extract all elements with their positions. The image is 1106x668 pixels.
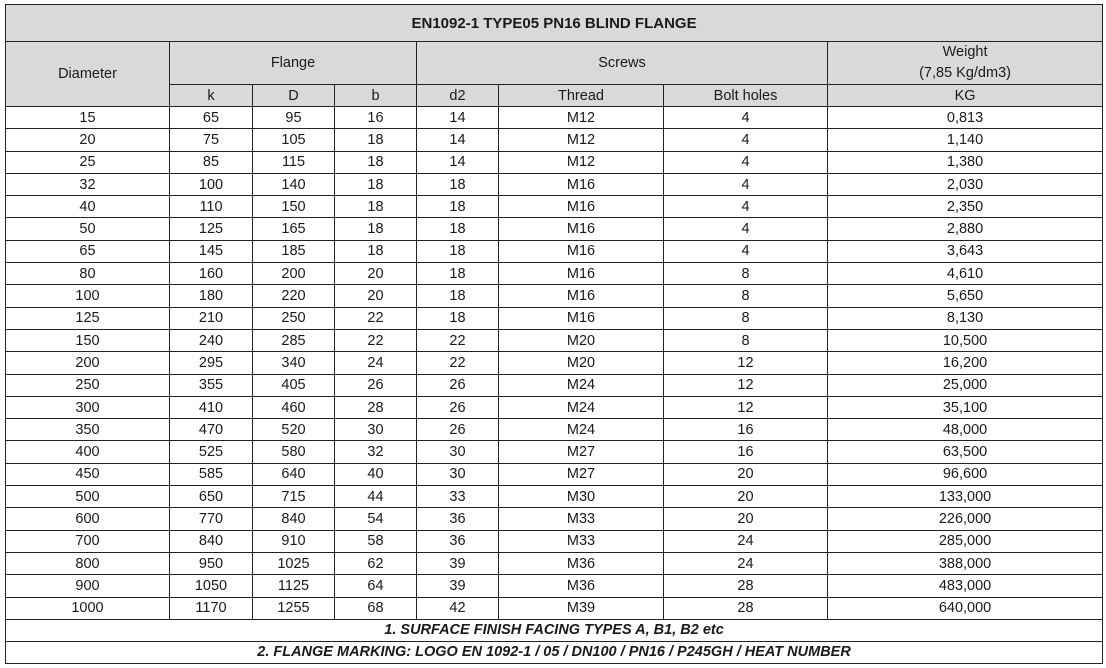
cell-D: 140	[253, 173, 335, 195]
cell-thread: M16	[499, 285, 664, 307]
cell-b: 64	[335, 575, 417, 597]
cell-bolt-holes: 24	[664, 530, 828, 552]
note-row-2	[6, 641, 1103, 663]
cell-D: 220	[253, 285, 335, 307]
cell-d2: 18	[417, 285, 499, 307]
cell-kg: 133,000	[828, 486, 1103, 508]
cell-diameter: 32	[6, 173, 170, 195]
cell-b: 54	[335, 508, 417, 530]
cell-k: 950	[170, 552, 253, 574]
cell-D: 340	[253, 352, 335, 374]
table-row	[6, 263, 1103, 285]
cell-k: 585	[170, 463, 253, 485]
cell-k: 470	[170, 419, 253, 441]
cell-d2: 26	[417, 396, 499, 418]
cell-k: 770	[170, 508, 253, 530]
cell-thread: M27	[499, 441, 664, 463]
cell-d2: 36	[417, 530, 499, 552]
cell-kg: 16,200	[828, 352, 1103, 374]
cell-b: 44	[335, 486, 417, 508]
cell-b: 20	[335, 263, 417, 285]
cell-D: 150	[253, 196, 335, 218]
cell-thread: M16	[499, 196, 664, 218]
cell-thread: M36	[499, 575, 664, 597]
cell-D: 840	[253, 508, 335, 530]
table-row	[6, 552, 1103, 574]
cell-diameter: 400	[6, 441, 170, 463]
cell-thread: M24	[499, 396, 664, 418]
cell-k: 180	[170, 285, 253, 307]
cell-thread: M27	[499, 463, 664, 485]
cell-d2: 22	[417, 352, 499, 374]
cell-d2: 18	[417, 263, 499, 285]
cell-thread: M16	[499, 240, 664, 262]
cell-thread: M39	[499, 597, 664, 619]
header-k: k	[170, 85, 253, 107]
cell-D: 95	[253, 107, 335, 129]
cell-thread: M12	[499, 151, 664, 173]
cell-thread: M33	[499, 508, 664, 530]
cell-d2: 14	[417, 151, 499, 173]
cell-diameter: 50	[6, 218, 170, 240]
cell-D: 165	[253, 218, 335, 240]
cell-kg: 5,650	[828, 285, 1103, 307]
cell-diameter: 65	[6, 240, 170, 262]
cell-thread: M16	[499, 263, 664, 285]
cell-k: 210	[170, 307, 253, 329]
cell-b: 18	[335, 196, 417, 218]
cell-k: 85	[170, 151, 253, 173]
sub-header-row	[6, 85, 1103, 107]
cell-bolt-holes: 8	[664, 307, 828, 329]
table-row	[6, 240, 1103, 262]
cell-k: 295	[170, 352, 253, 374]
cell-bolt-holes: 8	[664, 263, 828, 285]
cell-thread: M24	[499, 419, 664, 441]
cell-D: 1025	[253, 552, 335, 574]
cell-kg: 226,000	[828, 508, 1103, 530]
table-title: EN1092-1 TYPE05 PN16 BLIND FLANGE	[6, 5, 1103, 42]
table-row	[6, 352, 1103, 374]
cell-bolt-holes: 12	[664, 396, 828, 418]
cell-kg: 8,130	[828, 307, 1103, 329]
table-body	[6, 107, 1103, 620]
cell-kg: 1,140	[828, 129, 1103, 151]
cell-diameter: 15	[6, 107, 170, 129]
cell-thread: M20	[499, 352, 664, 374]
cell-D: 1255	[253, 597, 335, 619]
flange-spec-table	[5, 4, 1103, 664]
cell-b: 26	[335, 374, 417, 396]
cell-diameter: 700	[6, 530, 170, 552]
cell-kg: 285,000	[828, 530, 1103, 552]
cell-diameter: 300	[6, 396, 170, 418]
header-d2: d2	[417, 85, 499, 107]
cell-diameter: 25	[6, 151, 170, 173]
cell-D: 460	[253, 396, 335, 418]
cell-thread: M30	[499, 486, 664, 508]
header-weight	[828, 42, 1103, 85]
cell-k: 160	[170, 263, 253, 285]
cell-diameter: 900	[6, 575, 170, 597]
cell-bolt-holes: 4	[664, 129, 828, 151]
cell-D: 105	[253, 129, 335, 151]
cell-kg: 0,813	[828, 107, 1103, 129]
cell-k: 100	[170, 173, 253, 195]
cell-k: 65	[170, 107, 253, 129]
cell-d2: 30	[417, 441, 499, 463]
cell-diameter: 200	[6, 352, 170, 374]
cell-kg: 3,643	[828, 240, 1103, 262]
cell-b: 40	[335, 463, 417, 485]
cell-diameter: 350	[6, 419, 170, 441]
table-row	[6, 307, 1103, 329]
cell-diameter: 80	[6, 263, 170, 285]
header-diameter: Diameter	[6, 42, 170, 107]
cell-d2: 42	[417, 597, 499, 619]
cell-D: 285	[253, 329, 335, 351]
table-row	[6, 486, 1103, 508]
cell-thread: M16	[499, 218, 664, 240]
cell-bolt-holes: 28	[664, 597, 828, 619]
cell-bolt-holes: 4	[664, 151, 828, 173]
cell-b: 58	[335, 530, 417, 552]
cell-bolt-holes: 4	[664, 240, 828, 262]
cell-d2: 18	[417, 173, 499, 195]
cell-d2: 18	[417, 240, 499, 262]
cell-d2: 26	[417, 374, 499, 396]
table-row	[6, 218, 1103, 240]
cell-b: 22	[335, 307, 417, 329]
cell-diameter: 800	[6, 552, 170, 574]
cell-b: 28	[335, 396, 417, 418]
cell-thread: M16	[499, 173, 664, 195]
table-row	[6, 285, 1103, 307]
cell-kg: 2,350	[828, 196, 1103, 218]
cell-k: 650	[170, 486, 253, 508]
cell-diameter: 40	[6, 196, 170, 218]
cell-d2: 33	[417, 486, 499, 508]
cell-bolt-holes: 20	[664, 463, 828, 485]
cell-bolt-holes: 4	[664, 218, 828, 240]
group-header-row	[6, 42, 1103, 85]
table-title-row	[6, 5, 1103, 42]
cell-d2: 14	[417, 129, 499, 151]
table-row	[6, 173, 1103, 195]
cell-k: 110	[170, 196, 253, 218]
cell-diameter: 100	[6, 285, 170, 307]
header-flange: Flange	[170, 42, 417, 85]
header-thread: Thread	[499, 85, 664, 107]
cell-bolt-holes: 24	[664, 552, 828, 574]
cell-thread: M24	[499, 374, 664, 396]
cell-d2: 18	[417, 218, 499, 240]
cell-b: 22	[335, 329, 417, 351]
cell-bolt-holes: 4	[664, 173, 828, 195]
table-row	[6, 463, 1103, 485]
cell-k: 240	[170, 329, 253, 351]
note-row-1	[6, 619, 1103, 641]
cell-k: 145	[170, 240, 253, 262]
cell-kg: 25,000	[828, 374, 1103, 396]
table-row	[6, 396, 1103, 418]
table-row	[6, 196, 1103, 218]
cell-b: 30	[335, 419, 417, 441]
cell-b: 62	[335, 552, 417, 574]
cell-bolt-holes: 20	[664, 508, 828, 530]
cell-diameter: 450	[6, 463, 170, 485]
header-b: b	[335, 85, 417, 107]
cell-b: 24	[335, 352, 417, 374]
cell-diameter: 1000	[6, 597, 170, 619]
cell-thread: M12	[499, 129, 664, 151]
header-kg: KG	[828, 85, 1103, 107]
table-row	[6, 419, 1103, 441]
cell-D: 250	[253, 307, 335, 329]
cell-bolt-holes: 8	[664, 329, 828, 351]
cell-kg: 483,000	[828, 575, 1103, 597]
cell-k: 1050	[170, 575, 253, 597]
cell-d2: 39	[417, 552, 499, 574]
cell-b: 18	[335, 151, 417, 173]
cell-k: 355	[170, 374, 253, 396]
table-row	[6, 107, 1103, 129]
cell-thread: M16	[499, 307, 664, 329]
cell-kg: 10,500	[828, 329, 1103, 351]
cell-diameter: 250	[6, 374, 170, 396]
cell-kg: 35,100	[828, 396, 1103, 418]
table-row	[6, 129, 1103, 151]
cell-kg: 640,000	[828, 597, 1103, 619]
cell-bolt-holes: 4	[664, 196, 828, 218]
cell-bolt-holes: 12	[664, 374, 828, 396]
cell-k: 410	[170, 396, 253, 418]
cell-b: 18	[335, 240, 417, 262]
cell-bolt-holes: 20	[664, 486, 828, 508]
cell-thread: M36	[499, 552, 664, 574]
cell-kg: 388,000	[828, 552, 1103, 574]
cell-kg: 2,030	[828, 173, 1103, 195]
cell-thread: M12	[499, 107, 664, 129]
cell-d2: 18	[417, 196, 499, 218]
cell-d2: 14	[417, 107, 499, 129]
cell-diameter: 150	[6, 329, 170, 351]
cell-k: 1170	[170, 597, 253, 619]
table-row	[6, 508, 1103, 530]
cell-bolt-holes: 4	[664, 107, 828, 129]
cell-b: 32	[335, 441, 417, 463]
cell-k: 75	[170, 129, 253, 151]
cell-diameter: 600	[6, 508, 170, 530]
cell-b: 18	[335, 173, 417, 195]
cell-kg: 4,610	[828, 263, 1103, 285]
table-row	[6, 575, 1103, 597]
table-row	[6, 151, 1103, 173]
cell-kg: 63,500	[828, 441, 1103, 463]
cell-D: 1125	[253, 575, 335, 597]
cell-b: 68	[335, 597, 417, 619]
cell-b: 20	[335, 285, 417, 307]
cell-d2: 36	[417, 508, 499, 530]
cell-d2: 30	[417, 463, 499, 485]
cell-D: 405	[253, 374, 335, 396]
header-D: D	[253, 85, 335, 107]
header-weight-density: (7,85 Kg/dm3)	[919, 65, 1011, 81]
cell-b: 16	[335, 107, 417, 129]
cell-D: 200	[253, 263, 335, 285]
cell-d2: 39	[417, 575, 499, 597]
cell-D: 715	[253, 486, 335, 508]
cell-thread: M33	[499, 530, 664, 552]
table-row	[6, 441, 1103, 463]
header-screws: Screws	[417, 42, 828, 85]
header-bolt-holes: Bolt holes	[664, 85, 828, 107]
cell-kg: 96,600	[828, 463, 1103, 485]
table-row	[6, 374, 1103, 396]
cell-b: 18	[335, 129, 417, 151]
note-flange-marking: 2. FLANGE MARKING: LOGO EN 1092-1 / 05 / DN100 / PN16 / P245GH / HEAT NUMBER	[6, 641, 1103, 663]
cell-d2: 22	[417, 329, 499, 351]
cell-D: 115	[253, 151, 335, 173]
cell-kg: 1,380	[828, 151, 1103, 173]
cell-diameter: 125	[6, 307, 170, 329]
table-row	[6, 329, 1103, 351]
cell-D: 910	[253, 530, 335, 552]
cell-D: 640	[253, 463, 335, 485]
cell-kg: 2,880	[828, 218, 1103, 240]
cell-b: 18	[335, 218, 417, 240]
cell-thread: M20	[499, 329, 664, 351]
cell-D: 580	[253, 441, 335, 463]
cell-bolt-holes: 16	[664, 441, 828, 463]
cell-k: 525	[170, 441, 253, 463]
cell-kg: 48,000	[828, 419, 1103, 441]
cell-d2: 26	[417, 419, 499, 441]
cell-k: 125	[170, 218, 253, 240]
cell-diameter: 500	[6, 486, 170, 508]
cell-bolt-holes: 16	[664, 419, 828, 441]
table-row	[6, 530, 1103, 552]
table-row	[6, 597, 1103, 619]
cell-bolt-holes: 28	[664, 575, 828, 597]
cell-d2: 18	[417, 307, 499, 329]
cell-D: 185	[253, 240, 335, 262]
cell-bolt-holes: 8	[664, 285, 828, 307]
header-weight-label: Weight	[942, 44, 988, 60]
cell-D: 520	[253, 419, 335, 441]
cell-diameter: 20	[6, 129, 170, 151]
cell-bolt-holes: 12	[664, 352, 828, 374]
note-surface-finish: 1. SURFACE FINISH FACING TYPES A, B1, B2 etc	[6, 619, 1103, 641]
cell-k: 840	[170, 530, 253, 552]
